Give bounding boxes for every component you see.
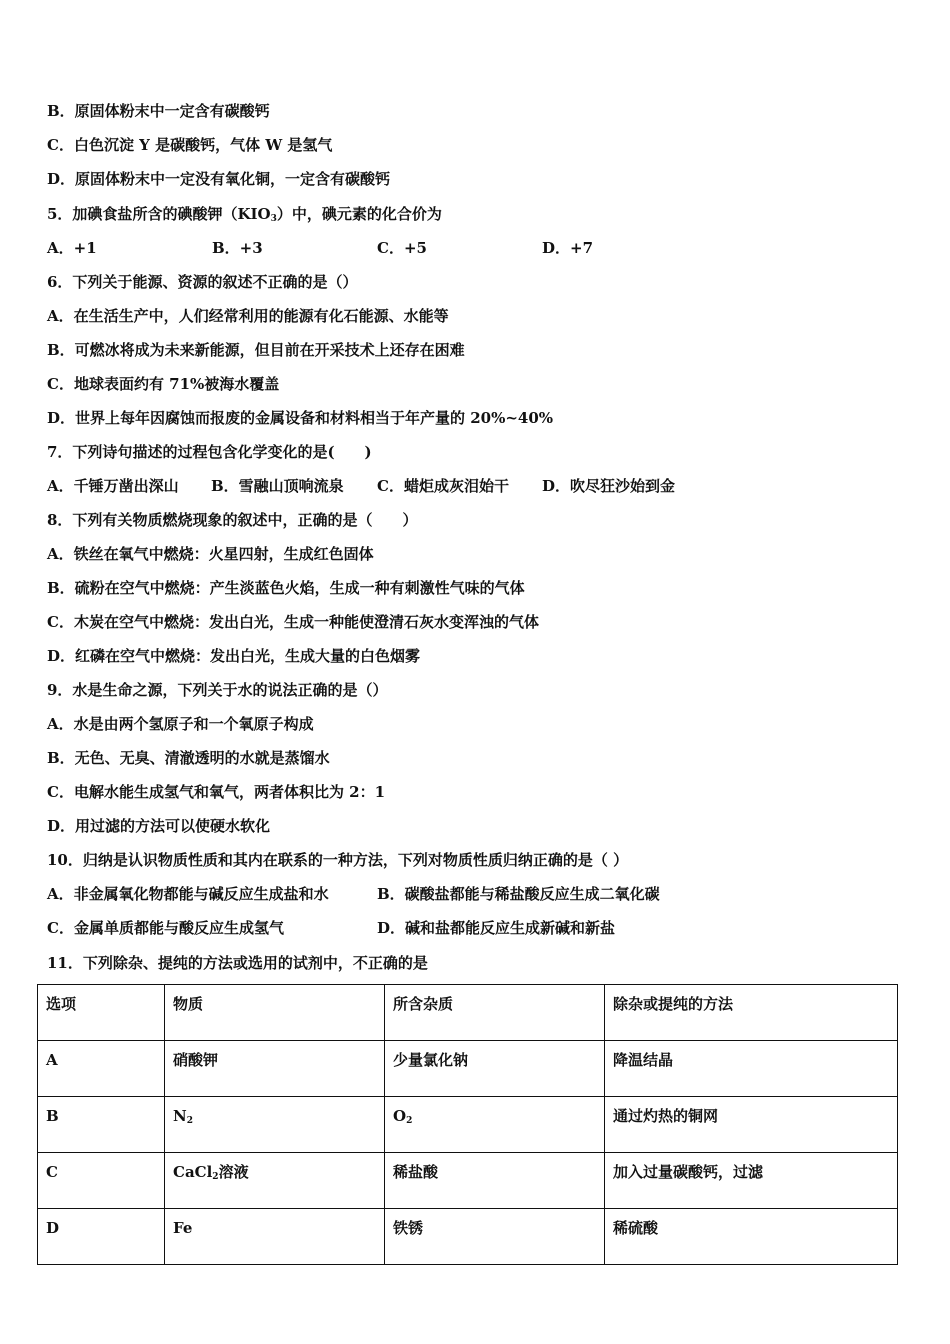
q9-option-d: D．用过滤的方法可以使硬水软化 [47,817,271,835]
q11-stem: 11．下列除杂、提纯的方法或选用的试剂中，不正确的是 [47,954,428,972]
row-a-option: A [38,1041,165,1097]
q8-option-b: B．硫粉在空气中燃烧：产生淡蓝色火焰，生成一种有刺激性气味的气体 [47,579,525,597]
row-b-impurity-subscript: 2 [406,1116,413,1126]
q9-option-a: A．水是由两个氢原子和一个氧原子构成 [47,715,314,733]
table-header-row [38,985,898,1041]
q6-option-c: C．地球表面约有 71%被海水覆盖 [47,375,280,393]
q5-stem-pre: 5．加碘食盐所含的碘酸钾（KIO [47,205,271,223]
row-d-method: 稀硫酸 [605,1209,898,1265]
row-c-substance-main: CaCl [173,1163,213,1181]
table-row [38,1041,898,1097]
q5-option-c: C．+5 [377,239,427,257]
q8-option-d: D．红磷在空气中燃烧：发出白光，生成大量的白色烟雾 [47,647,421,665]
q10-option-d: D．碱和盐都能反应生成新碱和新盐 [377,919,616,937]
row-c-substance [165,1153,385,1209]
row-b-impurity [385,1097,605,1153]
q9-option-c: C．电解水能生成氢气和氧气，两者体积比为 2：1 [47,783,386,801]
q7-option-a: A．千锤万凿出深山 [47,477,179,495]
q8-option-c: C．木炭在空气中燃烧：发出白光，生成一种能使澄清石灰水变浑浊的气体 [47,613,539,631]
q5-stem [47,204,442,224]
q10-option-c: C．金属单质都能与酸反应生成氢气 [47,919,284,937]
header-substance: 物质 [165,985,385,1041]
q9-stem: 9．水是生命之源，下列关于水的说法正确的是（） [47,681,388,699]
q10-option-a: A．非金属氧化物都能与碱反应生成盐和水 [47,885,329,903]
q10-option-b: B．碳酸盐都能与稀盐酸反应生成二氧化碳 [377,885,660,903]
row-c-substance-subscript: 2 [212,1172,219,1182]
q4-option-c: C．白色沉淀 Y 是碳酸钙，气体 W 是氢气 [47,136,333,154]
q7-stem: 7．下列诗句描述的过程包含化学变化的是( ) [47,443,372,461]
row-b-substance-subscript: 2 [186,1116,193,1126]
q5-option-d: D．+7 [542,239,594,257]
row-a-impurity: 少量氯化钠 [385,1041,605,1097]
row-a-substance: 硝酸钾 [165,1041,385,1097]
header-option: 选项 [38,985,165,1041]
row-c-option: C [38,1153,165,1209]
row-d-impurity: 铁锈 [385,1209,605,1265]
q5-option-a: A．+1 [47,239,97,257]
q4-option-b: B．原固体粉末中一定含有碳酸钙 [47,102,270,120]
table-row [38,1209,898,1265]
header-impurity: 所含杂质 [385,985,605,1041]
q8-stem: 8．下列有关物质燃烧现象的叙述中，正确的是（ ） [47,511,418,529]
q10-stem: 10．归纳是认识物质性质和其内在联系的一种方法，下列对物质性质归纳正确的是（ ） [47,851,629,869]
q5-stem-post: ）中，碘元素的化合价为 [276,205,442,223]
row-d-substance: Fe [165,1209,385,1265]
header-method: 除杂或提纯的方法 [605,985,898,1041]
row-d-option: D [38,1209,165,1265]
table-row [38,1153,898,1209]
q6-option-a: A．在生活生产中，人们经常利用的能源有化石能源、水能等 [47,307,449,325]
row-a-method: 降温结晶 [605,1041,898,1097]
q9-option-b: B．无色、无臭、清澈透明的水就是蒸馏水 [47,749,330,767]
row-b-method: 通过灼热的铜网 [605,1097,898,1153]
row-b-impurity-main: O [393,1107,407,1125]
q6-stem: 6．下列关于能源、资源的叙述不正确的是（） [47,273,358,291]
row-c-impurity: 稀盐酸 [385,1153,605,1209]
q5-option-b: B．+3 [212,239,263,257]
q6-option-d: D．世界上每年因腐蚀而报废的金属设备和材料相当于年产量的 20%~40% [47,409,554,427]
q6-option-b: B．可燃冰将成为未来新能源，但目前在开采技术上还存在困难 [47,341,465,359]
row-b-substance-main: N [173,1107,187,1125]
q7-option-c: C．蜡炬成灰泪始干 [377,477,509,495]
q7-option-d: D．吹尽狂沙始到金 [542,477,676,495]
row-b-substance [165,1097,385,1153]
row-b-option: B [38,1097,165,1153]
table-row [38,1097,898,1153]
q5-stem-subscript: 3 [270,214,277,224]
q11-table [37,984,898,1265]
row-c-method: 加入过量碳酸钙，过滤 [605,1153,898,1209]
q4-option-d: D．原固体粉末中一定没有氧化铜，一定含有碳酸钙 [47,170,391,188]
q8-option-a: A．铁丝在氧气中燃烧：火星四射，生成红色固体 [47,545,374,563]
row-c-substance-tail: 溶液 [218,1163,249,1181]
q7-option-b: B．雪融山顶响流泉 [211,477,344,495]
